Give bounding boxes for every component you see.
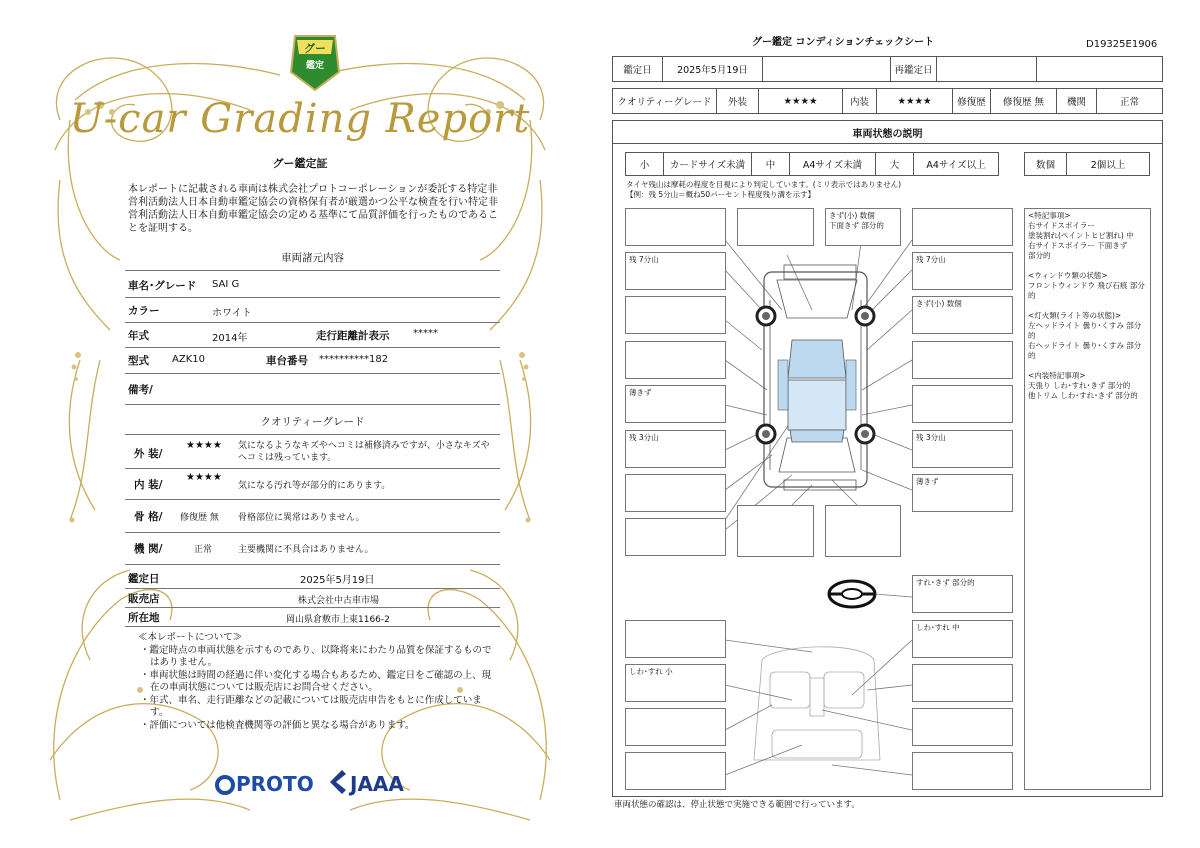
- interior-label: 内 装/: [134, 479, 163, 491]
- spacer: [1028, 301, 1147, 311]
- legend-small-desc: カードサイズ未満: [664, 153, 752, 175]
- date-value: 2025年5月19日: [663, 57, 763, 81]
- svg-text:グー: グー: [304, 42, 326, 55]
- shop-value: 株式会社中古車市場: [298, 596, 380, 606]
- reappraisal-label: 再鑑定日: [891, 57, 937, 81]
- divider: [125, 322, 500, 323]
- color-value: ホワイト: [212, 308, 252, 319]
- divider: [125, 434, 500, 435]
- count-legend: [1024, 152, 1150, 176]
- exterior-note-box: きず(小) 数個: [912, 296, 1013, 334]
- divider: [125, 373, 500, 374]
- certificate-title: グー鑑定証: [272, 157, 328, 170]
- model-value: AZK10: [172, 354, 205, 365]
- legend-medium-desc: A4サイズ未満: [790, 153, 876, 175]
- divider: [125, 588, 500, 589]
- legend-large: 大: [876, 153, 914, 175]
- sheet-footer: 車両状態の確認は、停止状態で実施できる範囲で行っています。: [614, 800, 860, 810]
- interior-note-box: しわ･すれ 中: [912, 620, 1013, 658]
- engine-label: 機 関/: [134, 543, 163, 555]
- certificate-statement: 本レポートに記載される車両は株式会社プロトコーポレーションが委託する特定非営利活動法人日本自動車鑑定協会の資格保有者が厳選かつ公平な検査を行い特定非営利活動法人日本自動車鑑定協会の定める基準にて品質評価を行ったものであることを証明する。: [128, 184, 498, 234]
- engine-grade: 正常: [194, 545, 213, 555]
- special-note-line: 右サイドスポイラー: [1028, 221, 1095, 230]
- special-notes-box: [1024, 208, 1151, 790]
- size-legend: [625, 152, 999, 176]
- count-label: 数個: [1025, 153, 1067, 175]
- divider: [125, 564, 500, 565]
- frame-label: 骨 格/: [134, 511, 163, 523]
- engine-value: 正常: [1119, 97, 1139, 108]
- interior-note-box: [912, 752, 1013, 790]
- repair-history-value: 修復歴 無: [991, 89, 1057, 113]
- interior-note-box: [625, 708, 726, 746]
- notes-title: ≪本レポートについて≫: [138, 632, 243, 643]
- sheet-code: D19325E1906: [1086, 39, 1158, 50]
- interior-diagram: [725, 640, 912, 775]
- exterior-note-box: 薄きず: [625, 385, 726, 423]
- legend-small: 小: [626, 153, 664, 175]
- exterior-note-box: 残 3分山: [912, 430, 1013, 468]
- interior-note-box: しわ･すれ 小: [625, 664, 726, 702]
- model-label: 型式: [128, 355, 149, 367]
- divider: [125, 270, 500, 271]
- exterior-note-box: 残 7分山: [625, 252, 726, 290]
- report-title: U-car Grading Report: [69, 96, 531, 142]
- exterior-note-box: [625, 296, 726, 334]
- mileage-value: *****: [413, 328, 438, 339]
- exterior-note-box: 残 7分山: [912, 252, 1013, 290]
- remarks-label: 備考/: [128, 384, 153, 396]
- special-note-line: <内装特記事項>: [1028, 371, 1086, 380]
- interior-grade: ★★★★: [877, 89, 953, 113]
- frame-comment: 骨格部位に異常はありません。: [238, 513, 365, 523]
- year-label: 年式: [128, 330, 149, 342]
- quality-grade-label: クオリティーグレード: [613, 89, 717, 113]
- special-note-line: 右サイドスポイラー 下面きず: [1028, 241, 1128, 250]
- exterior-note-box: [912, 208, 1013, 246]
- spacer: [1028, 261, 1147, 271]
- divider: [125, 626, 500, 627]
- divider: [125, 468, 500, 469]
- address-value: 岡山県倉敷市上東1166-2: [286, 615, 390, 625]
- note-item: ・年式、車名、走行距離などの記載については販売店申告をもとに作成しています。: [140, 694, 482, 718]
- note-item: ・車両状態は時間の経過に伴い変化する場合もあるため、鑑定日をご確認の上、現在の車両状態については販売店にお問合せください。: [140, 669, 492, 693]
- quality-title: クオリティーグレード: [260, 416, 365, 428]
- special-note-line: <特記事項>: [1028, 211, 1071, 220]
- exterior-note-box: [825, 505, 901, 557]
- interior-note-box: [912, 708, 1013, 746]
- exterior-note-box: きず(小) 数個 下面きず 部分的: [825, 208, 901, 246]
- exterior-note-box: [625, 518, 726, 556]
- steering-wheel-icon: [829, 581, 912, 607]
- legend-medium: 中: [752, 153, 790, 175]
- note-item: ・評価については他検査機関等の評価と異なる場合があります。: [140, 719, 415, 731]
- special-note-line: <灯火類(ライト等の状態)>: [1028, 311, 1122, 320]
- exterior-note-box: [737, 208, 814, 246]
- exterior-note-box: [625, 208, 726, 246]
- divider: [125, 297, 500, 298]
- interior-note-box: [625, 620, 726, 658]
- sheet-title: グー鑑定 コンディションチェックシート: [752, 37, 935, 48]
- svg-text:鑑定: 鑑定: [305, 61, 325, 71]
- divider: [125, 607, 500, 608]
- tire-note: タイヤ残山は摩耗の程度を目視により判定しています。(ミリ表示ではありません): [626, 180, 902, 189]
- exterior-note-box: [625, 474, 726, 512]
- goo-badge-icon: [287, 32, 343, 94]
- exterior-note-box: 薄きず: [912, 474, 1013, 512]
- special-note-line: 他トリム しわ･すれ･きず 部分的: [1028, 391, 1138, 400]
- divider: [125, 499, 500, 500]
- name-label: 車名･グレード: [128, 280, 197, 292]
- exterior-comment: 気になるようなキズやヘコミは補修済みですが、小さなキズやヘコミは残っています。: [238, 441, 490, 463]
- interior-label: 内装: [843, 89, 877, 113]
- exterior-note-box: [737, 505, 814, 557]
- special-note-line: 右ヘッドライト 曇り･くすみ 部分的: [1028, 341, 1142, 360]
- year-value: 2014年: [212, 333, 248, 344]
- specs-title: 車両諸元内容: [281, 252, 344, 264]
- legend-large-desc: A4サイズ以上: [926, 160, 986, 171]
- interior-grade: ★★★★: [186, 472, 222, 483]
- count-value: 2個以上: [1090, 160, 1126, 171]
- mileage-label: 走行距離計表示: [316, 330, 390, 342]
- name-value: SAI G: [212, 279, 240, 290]
- special-note-line: 天張り しわ･すれ･きず 部分的: [1028, 381, 1131, 390]
- special-note-line: 塗装割れ(ペイントヒビ割れ) 中: [1028, 231, 1134, 240]
- tire-example: 【例：残 5分山＝概ね50パーセント程度残り溝を示す】: [626, 190, 816, 199]
- exterior-note-box: [912, 385, 1013, 423]
- chassis-label: 車台番号: [266, 355, 308, 367]
- divider: [125, 532, 500, 533]
- exterior-note-box: [912, 341, 1013, 379]
- divider: [125, 347, 500, 348]
- color-label: カラー: [128, 305, 160, 317]
- report-notes: [138, 632, 498, 732]
- proto-logo: PROTO: [236, 772, 314, 796]
- grade-row: [612, 88, 1163, 114]
- engine-comment: 主要機関に不具合はありません。: [238, 545, 374, 555]
- repair-history-label: 修復歴: [953, 89, 991, 113]
- reappraisal-value: [937, 57, 1037, 81]
- blank-cell: [763, 57, 891, 81]
- engine-label: 機関: [1057, 89, 1097, 113]
- proto-logo-icon: [214, 774, 236, 796]
- special-note-line: 部分的: [1028, 251, 1051, 260]
- address-label: 所在地: [128, 612, 160, 624]
- interior-note-box: [912, 664, 1013, 702]
- condition-title: 車両状態の説明: [612, 120, 1163, 144]
- appraisal-date-label: 鑑定日: [128, 573, 160, 585]
- note-item: ・鑑定時点の車両状態を示すものであり、以降将来にわたり品質を保証するものではありません。: [140, 644, 492, 668]
- exterior-grade: ★★★★: [759, 89, 843, 113]
- shop-label: 販売店: [128, 593, 160, 605]
- steering-note-box: すれ･きず 部分的: [912, 575, 1013, 613]
- divider: [125, 404, 500, 405]
- interior-comment: 気になる汚れ等が部分的にあります。: [238, 481, 391, 491]
- special-note-line: フロントウィンドウ 飛び石痕 部分的: [1028, 281, 1145, 300]
- jaaa-logo-icon: [328, 768, 348, 796]
- appraisal-date-value: 2025年5月19日: [300, 575, 375, 586]
- special-note-line: 左ヘッドライト 曇り･くすみ 部分的: [1028, 321, 1142, 340]
- chassis-value: **********182: [319, 354, 389, 365]
- exterior-note-box: [625, 341, 726, 379]
- special-note-line: <ウィンドウ類の状態>: [1028, 271, 1108, 280]
- exterior-label: 外装: [717, 89, 759, 113]
- exterior-note-box: 残 3分山: [625, 430, 726, 468]
- exterior-grade: ★★★★: [186, 440, 222, 451]
- interior-note-box: [625, 752, 726, 790]
- date-label: 鑑定日: [613, 57, 663, 81]
- spacer: [1028, 361, 1147, 371]
- date-row: [612, 56, 1163, 82]
- jaaa-logo: JAAA: [350, 772, 404, 796]
- frame-grade: 修復歴 無: [180, 513, 219, 523]
- exterior-label: 外 装/: [134, 448, 163, 460]
